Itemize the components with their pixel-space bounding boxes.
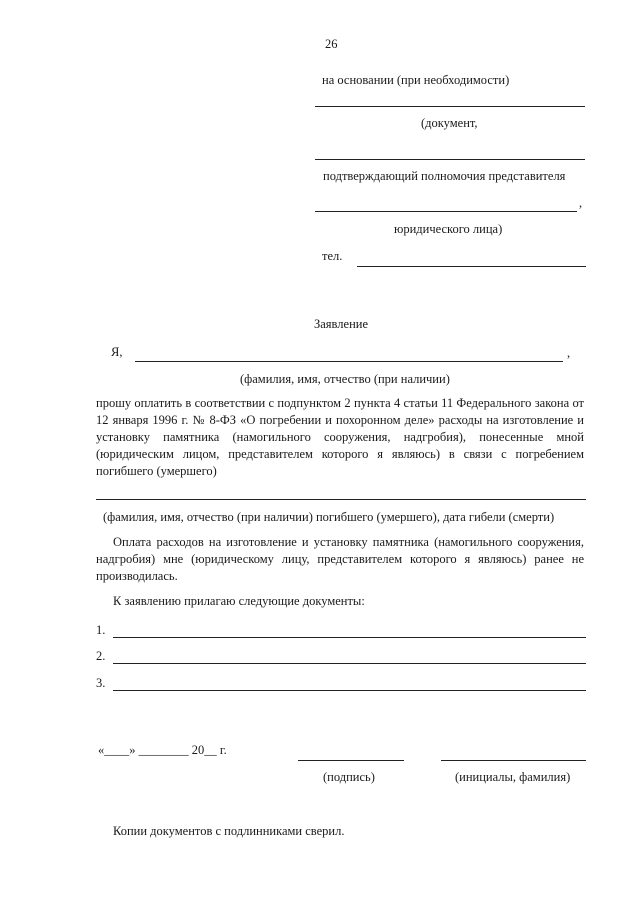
attachment-number-2: 2. (96, 649, 106, 663)
applicant-caption: (фамилия, имя, отчество (при наличии) (240, 372, 450, 386)
date-field: «____» ________ 20__ г. (98, 743, 227, 757)
header-basis: на основании (при необходимости) (322, 73, 510, 87)
phone-line (357, 266, 586, 267)
attachment-line-1 (113, 637, 586, 638)
name-line (441, 760, 586, 761)
applicant-prefix: Я, (111, 345, 123, 359)
header-confirming: подтверждающий полномочия представителя (323, 169, 566, 183)
header-legal-entity: юридического лица) (394, 222, 503, 236)
attachment-number-1: 1. (96, 623, 106, 637)
request-paragraph: прошу оплатить в соответствии с подпунктом 2 пункта 4 статьи 11 Федерального закона от 12 января 1996 г. № 8-ФЗ «О погребении и похоронном деле» расходы на изготовление и установку памятника (намогильного сооружения, надгробия), понесенные мной (юридическим лицом, представителем которого я являюсь) в связи с погребением погибшего (умершего) (96, 396, 584, 478)
deceased-line (96, 499, 586, 500)
payment-paragraph: Оплата расходов на изготовление и установку памятника (намогильного сооружения, надгробия) мне (юридическому лицу, представителем которого я являюсь) ранее не производилась. (96, 535, 584, 583)
document-title: Заявление (314, 317, 369, 331)
header-line-3 (315, 211, 577, 212)
attachment-line-2 (113, 663, 586, 664)
applicant-line (135, 361, 563, 362)
header-line-2 (315, 159, 585, 160)
deceased-caption: (фамилия, имя, отчество (при наличии) погибшего (умершего), дата гибели (смерти) (103, 510, 555, 524)
page-number: 26 (325, 37, 338, 51)
header-document: (документ, (421, 116, 478, 130)
signature-line (298, 760, 404, 761)
applicant-comma: , (567, 346, 571, 360)
footer-note: Копии документов с подлинниками сверил. (113, 824, 345, 838)
signature-caption: (подпись) (323, 770, 375, 784)
header-line-1 (315, 106, 585, 107)
header-comma: , (579, 196, 583, 210)
attachment-line-3 (113, 690, 586, 691)
name-caption: (инициалы, фамилия) (455, 770, 571, 784)
attachments-intro: К заявлению прилагаю следующие документы: (113, 594, 365, 608)
phone-label: тел. (322, 249, 343, 263)
attachment-number-3: 3. (96, 676, 106, 690)
